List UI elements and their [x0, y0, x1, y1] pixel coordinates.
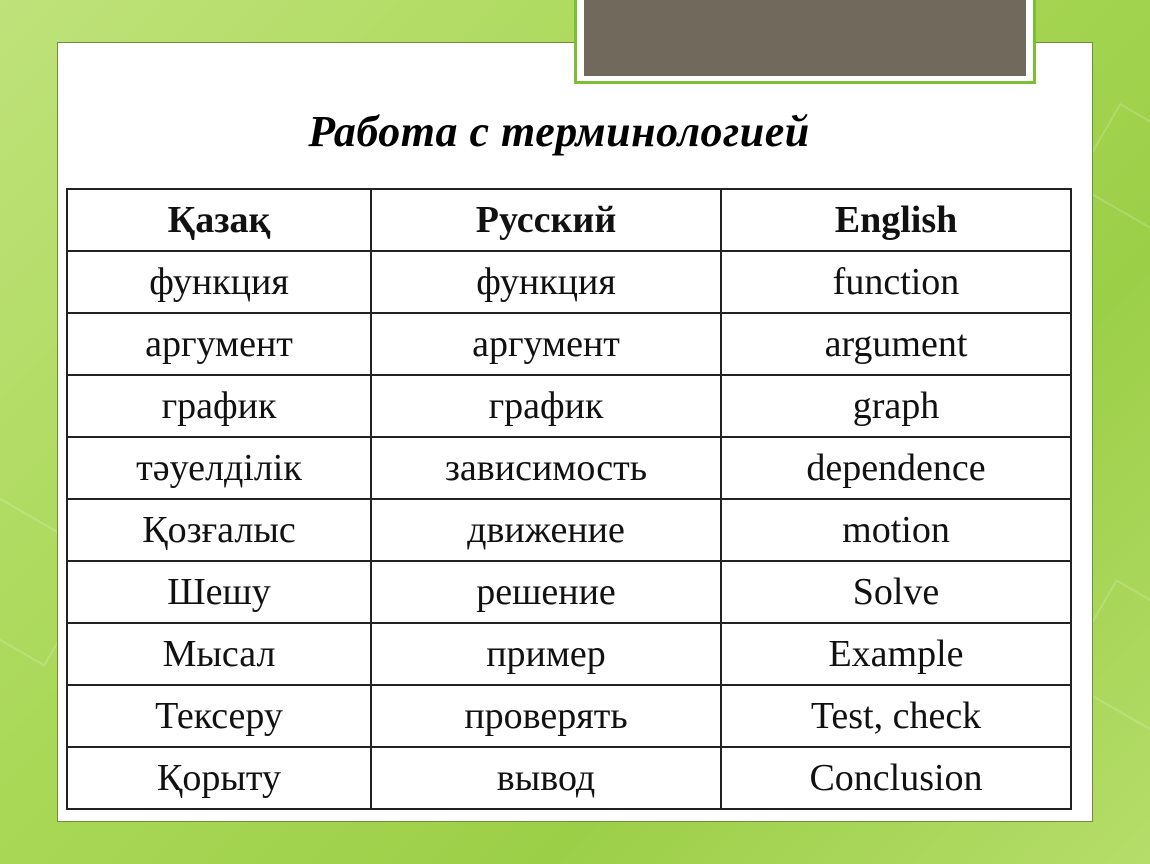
cell-russian: вывод [371, 747, 721, 809]
cell-english: graph [721, 375, 1071, 437]
cell-english: argument [721, 313, 1071, 375]
cell-english: Test, check [721, 685, 1071, 747]
header-english: English [721, 189, 1071, 251]
terminology-table [66, 188, 1072, 810]
table-row [67, 623, 1071, 685]
cell-kazakh: Мысал [67, 623, 371, 685]
table-row [67, 313, 1071, 375]
header-kazakh: Қазақ [67, 189, 371, 251]
table-row [67, 685, 1071, 747]
cell-kazakh: Қозғалыс [67, 499, 371, 561]
cell-kazakh: Тексеру [67, 685, 371, 747]
header-russian: Русский [371, 189, 721, 251]
cell-russian: пример [371, 623, 721, 685]
cell-english: dependence [721, 437, 1071, 499]
table-row [67, 747, 1071, 809]
cell-russian: решение [371, 561, 721, 623]
cell-russian: график [371, 375, 721, 437]
cell-russian: функция [371, 251, 721, 313]
table-row [67, 561, 1071, 623]
cell-kazakh: Шешу [67, 561, 371, 623]
cell-english: Solve [721, 561, 1071, 623]
cell-russian: зависимость [371, 437, 721, 499]
table-header-row [67, 189, 1071, 251]
cell-kazakh: тәуелділік [67, 437, 371, 499]
cell-kazakh: аргумент [67, 313, 371, 375]
cell-english: function [721, 251, 1071, 313]
table-row [67, 499, 1071, 561]
cell-english: Conclusion [721, 747, 1071, 809]
title-placeholder-fill [584, 0, 1026, 76]
cell-english: Example [721, 623, 1071, 685]
table-row [67, 375, 1071, 437]
cell-kazakh: график [67, 375, 371, 437]
cell-russian: движение [371, 499, 721, 561]
table-row [67, 437, 1071, 499]
cell-russian: проверять [371, 685, 721, 747]
slide-title: Работа с терминологией [308, 107, 810, 156]
cell-russian: аргумент [371, 313, 721, 375]
table-row [67, 251, 1071, 313]
cell-kazakh: функция [67, 251, 371, 313]
cell-kazakh: Қорыту [67, 747, 371, 809]
cell-english: motion [721, 499, 1071, 561]
